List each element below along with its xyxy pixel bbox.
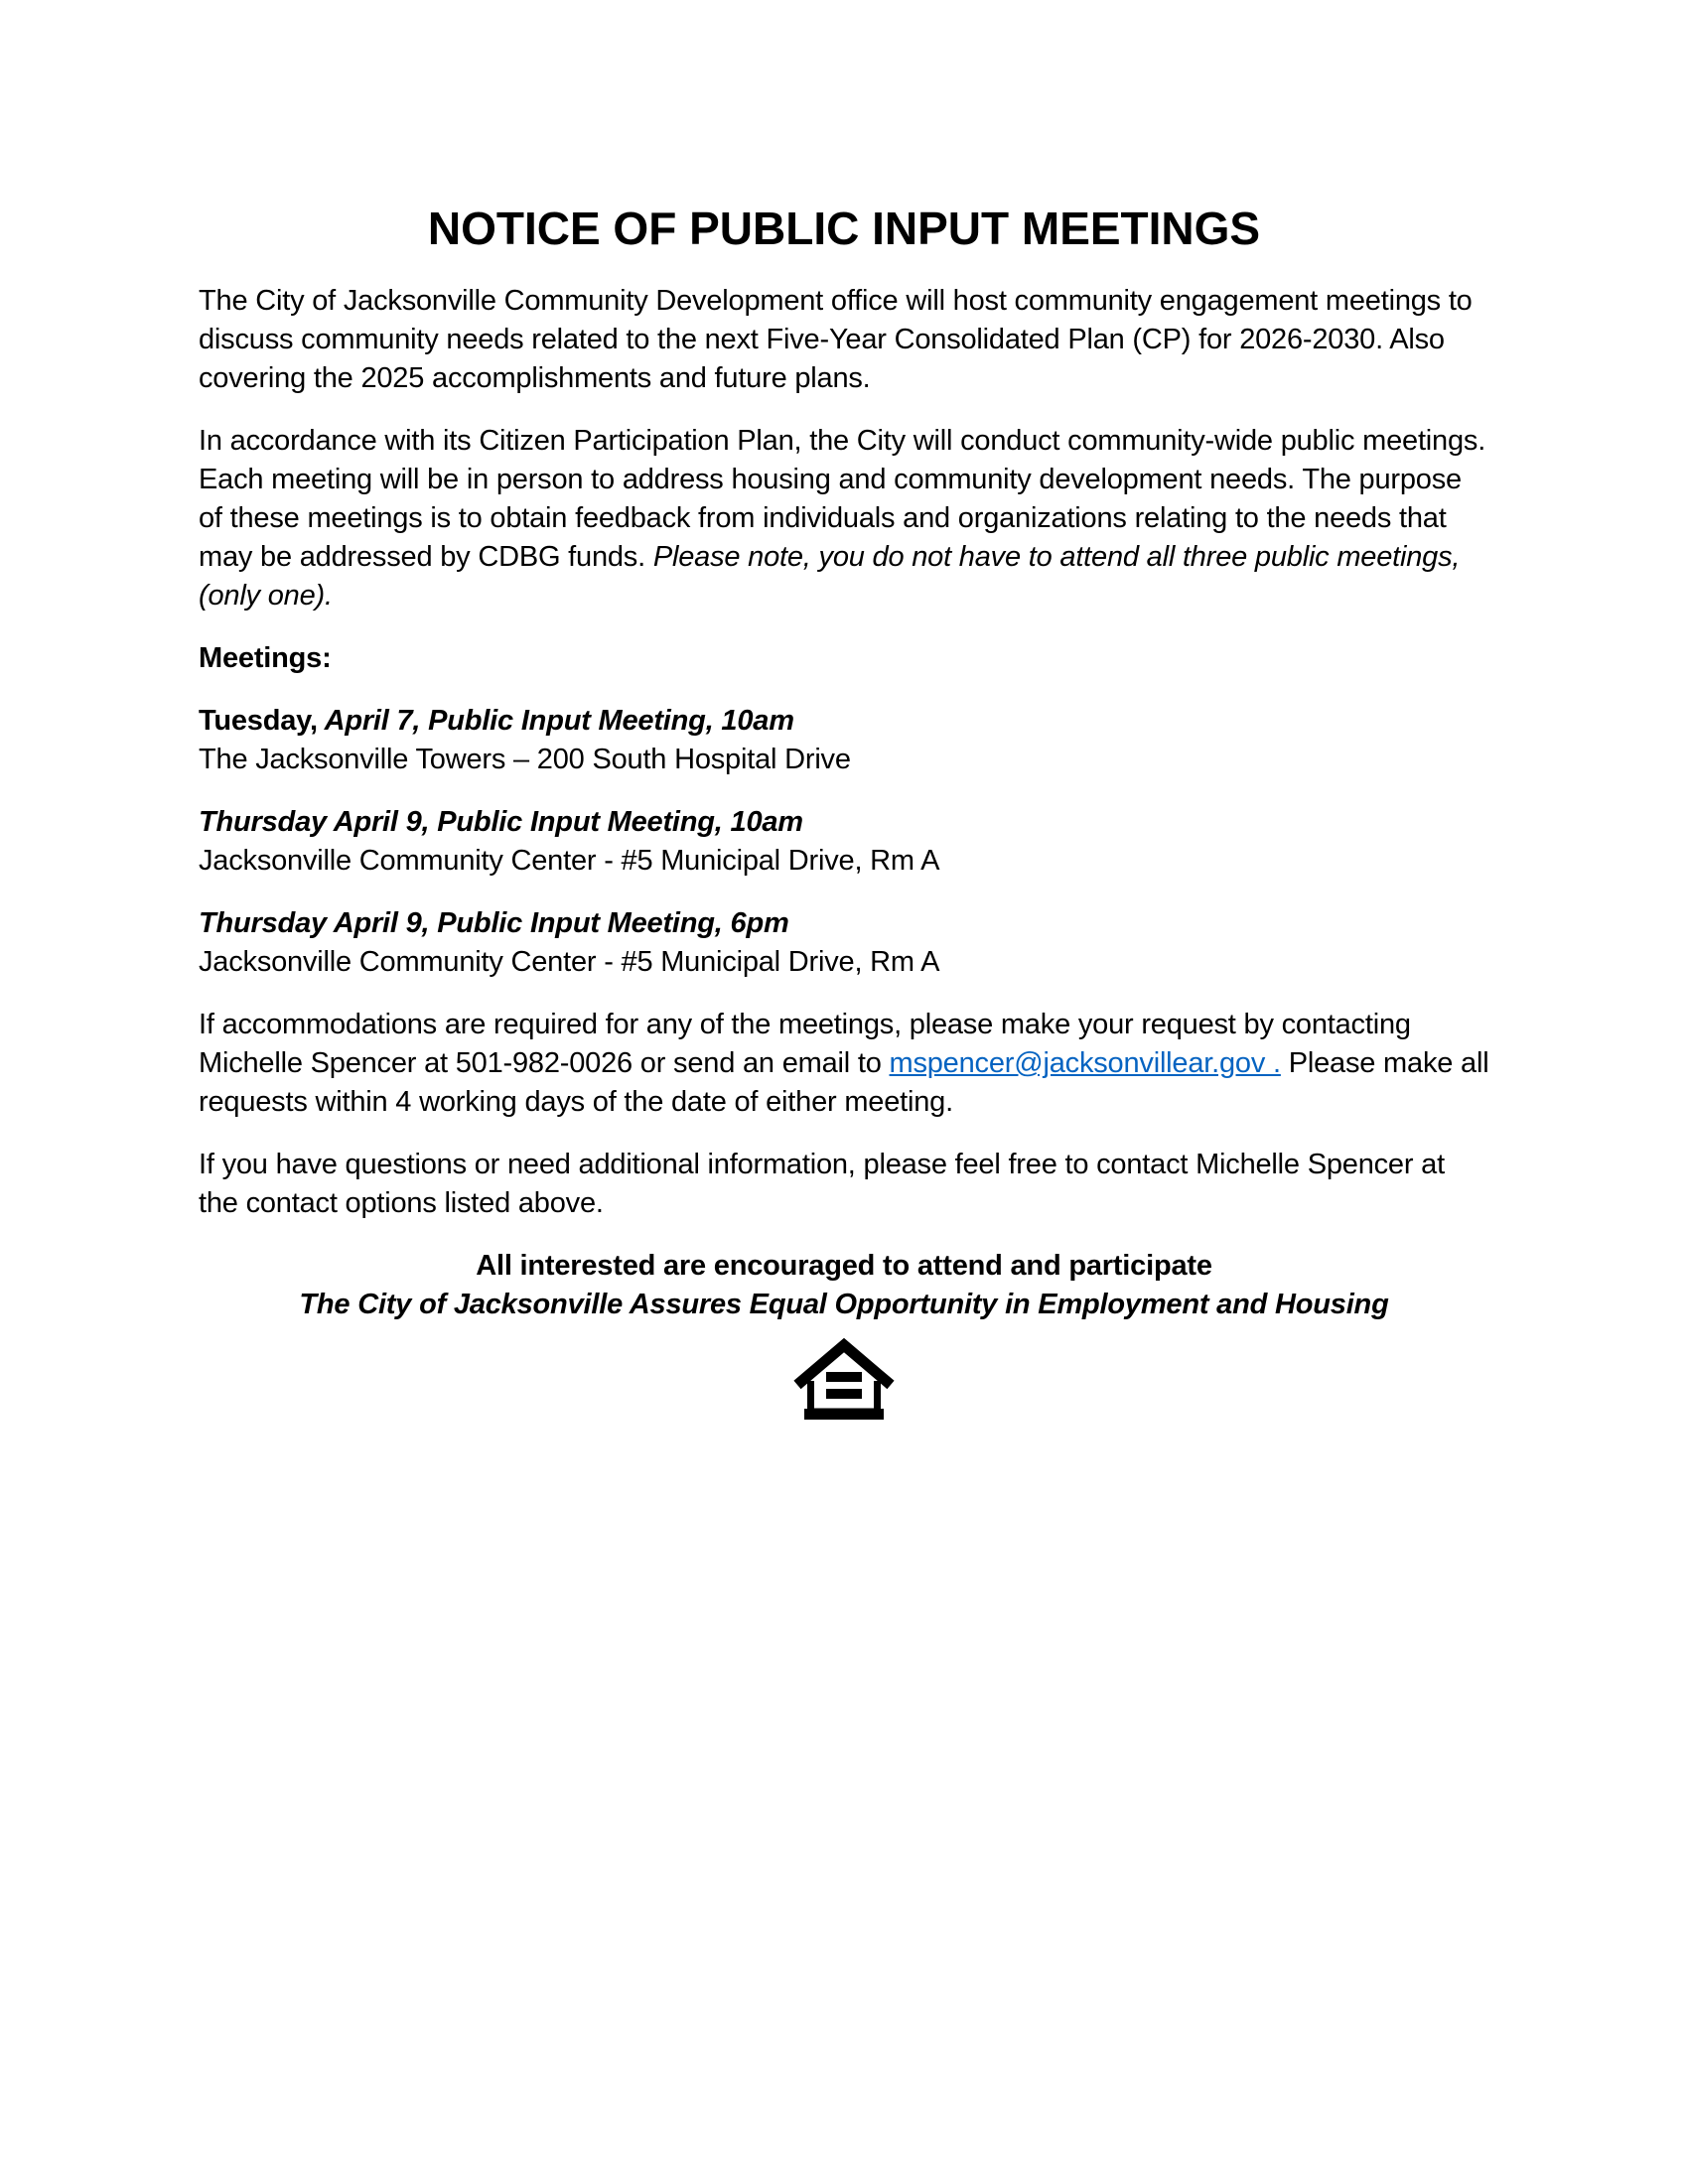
meeting-1-day: Tuesday,	[199, 705, 318, 737]
questions-paragraph: If you have questions or need additional information, please feel free to contact Michelle Spencer at the contact options listed above.	[199, 1149, 1445, 1219]
meeting-3-location: Jacksonville Community Center - #5 Municipal Drive, Rm A	[199, 946, 940, 978]
meeting-3-heading	[199, 904, 1489, 943]
logo-container	[199, 1338, 1489, 1433]
equal-housing-logo-icon	[789, 1338, 899, 1422]
participation-note-italic: Please note, you do not have to attend all three public meetings, (only one).	[199, 541, 1461, 612]
meeting-item-3	[199, 904, 1489, 982]
meeting-2-heading	[199, 803, 1489, 842]
closing-equal-opportunity-line: The City of Jacksonville Assures Equal Opportunity in Employment and Housing	[299, 1289, 1389, 1320]
meeting-3-title: Thursday April 9, Public Input Meeting, 6pm	[199, 907, 789, 939]
meeting-item-1	[199, 702, 1489, 779]
meeting-1-location: The Jacksonville Towers – 200 South Hospital Drive	[199, 744, 851, 775]
intro-paragraph: The City of Jacksonville Community Development office will host community engagement meetings to discuss community needs related to the next Five-Year Consolidated Plan (CP) for 2026-2030. Also covering the 2025 accomplishments and future plans.	[199, 285, 1473, 394]
document-title: NOTICE OF PUBLIC INPUT MEETINGS	[427, 203, 1261, 254]
accommodations-text-before-link: If accommodations are required for any of the meetings, please make your request by contacting Michelle Spencer at 501-982-0026 or send an email to	[199, 1009, 1411, 1079]
accommodations-paragraph	[199, 1006, 1489, 1122]
meeting-2-title: Thursday April 9, Public Input Meeting, 10am	[199, 806, 803, 838]
participation-text: In accordance with its Citizen Participation Plan, the City will conduct community-wide public meetings. Each meeting will be in person to address housing and community development needs. The purpose of these meetings is to obtain feedback from individuals and organizations relating to the needs that may be addressed by CDBG funds.	[199, 425, 1486, 573]
meeting-item-2	[199, 803, 1489, 881]
meeting-1-heading	[199, 702, 1489, 741]
meeting-2-location: Jacksonville Community Center - #5 Municipal Drive, Rm A	[199, 845, 940, 877]
accommodations-text-after-link: Please make all requests within 4 working days of the date of either meeting.	[199, 1047, 1489, 1118]
email-link[interactable]: mspencer@jacksonvillear.gov .	[889, 1047, 1281, 1079]
meetings-heading: Meetings:	[199, 642, 332, 674]
meeting-1-title: April 7, Public Input Meeting, 10am	[317, 705, 794, 737]
closing-attend-line: All interested are encouraged to attend and participate	[476, 1250, 1212, 1282]
closing-block	[199, 1247, 1489, 1324]
participation-paragraph	[199, 422, 1489, 615]
